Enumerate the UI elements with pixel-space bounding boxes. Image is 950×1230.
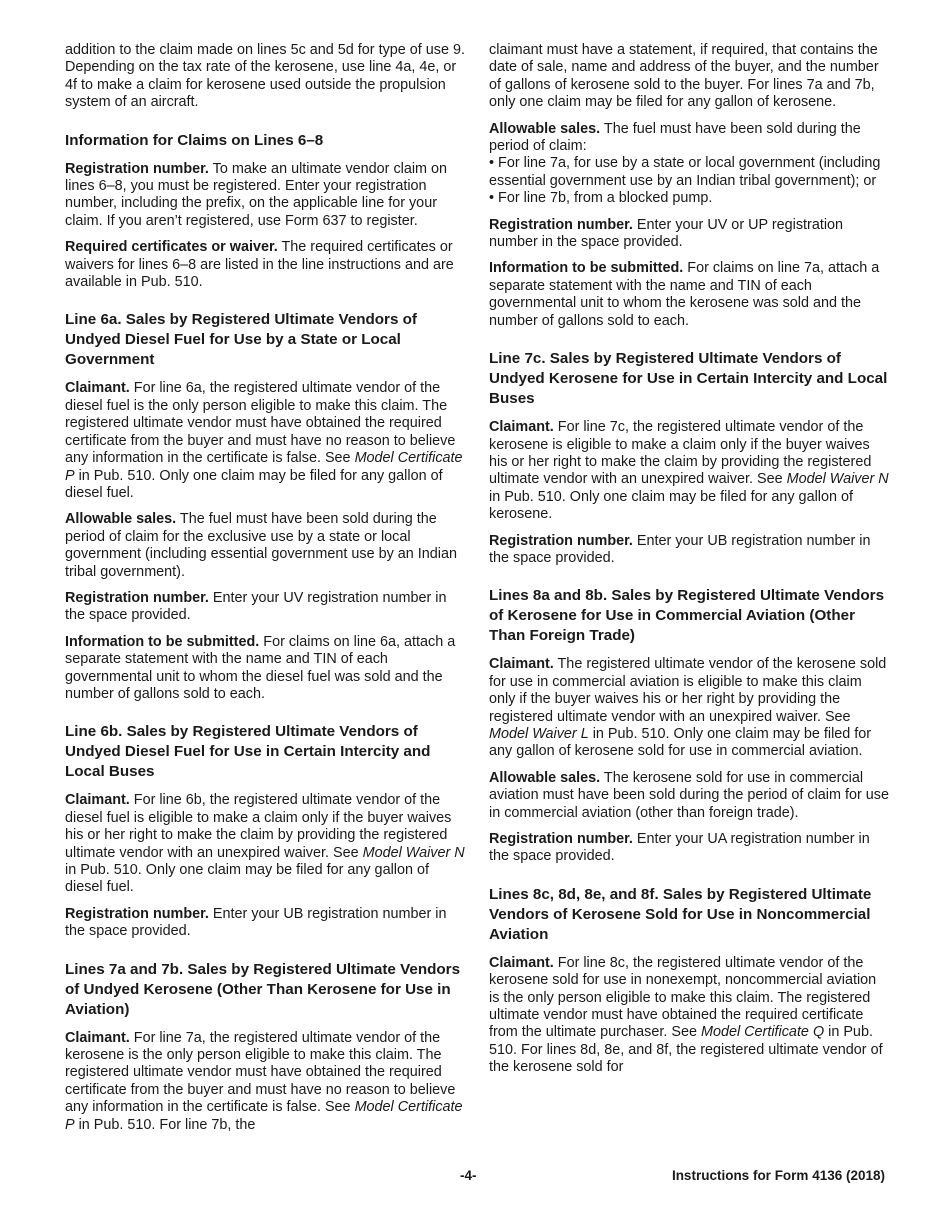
body-text: Enter your UV or UP registration number in the space provided.	[489, 216, 844, 251]
run-in-heading: Required certificates or waiver.	[65, 239, 278, 256]
body-text: The fuel must have been sold during the period of claim:	[489, 120, 861, 155]
publication-reference: Model Certificate Q	[700, 1024, 825, 1041]
run-in-heading: Claimant.	[65, 1029, 130, 1046]
paragraph	[489, 121, 889, 208]
run-in-heading: Allowable sales.	[65, 511, 177, 528]
section-heading: Lines 7a and 7b. Sales by Registered Ultimate Vendors of Undyed Kerosene (Other Than Kerosene for Use in Aviation)	[65, 960, 461, 1018]
body-text: The kerosene sold for use in commercial aviation must have been sold during the period of claim for use in commercial aviation (other than foreign trade).	[489, 769, 889, 821]
paragraph	[489, 831, 889, 866]
body-text: in Pub. 510. Only one claim may be filed for any gallon of diesel fuel.	[65, 467, 443, 501]
form-title: Instructions for Form 4136 (2018)	[671, 1168, 885, 1183]
run-in-heading: Claimant.	[65, 792, 130, 809]
paragraph	[489, 955, 889, 1077]
run-in-heading: Allowable sales.	[489, 120, 601, 137]
body-text: For claims on line 6a, attach a separate statement with the name and TIN of each governmental unit to whom the diesel fuel was sold and the number of gallons sold to each.	[65, 633, 456, 702]
body-text: in Pub. 510. Only one claim may be filed for any gallon of kerosene.	[489, 488, 853, 523]
body-text: For line 6b, the registered ultimate vendor of the diesel fuel is eligible to make a claim only if the buyer waives his or her right to make the claim by providing the registered ultimate vendor with an unexpired waiver. See	[65, 792, 452, 861]
paragraph	[489, 656, 889, 760]
body-text: The fuel must have been sold during the period of claim for the exclusive use by a state or local government (including essential government use by an Indian tribal government).	[65, 511, 457, 580]
publication-reference: Model Waiver N	[786, 471, 889, 488]
body-text: in Pub. 510. Only one claim may be filed for any gallon of diesel fuel.	[65, 862, 429, 896]
section-heading: Line 7c. Sales by Registered Ultimate Vendors of Undyed Kerosene for Use in Certain Intercity and Local Buses	[489, 350, 888, 408]
body-text: Enter your UB registration number in the space provided.	[65, 905, 447, 940]
body-text: For line 7c, the registered ultimate vendor of the kerosene is eligible to make a claim only if the buyer waives his or her right to make the claim by providing the registered ultimate vendor with an unexpired waiver. See	[489, 419, 872, 488]
paragraph	[489, 42, 889, 112]
body-text: in Pub. 510. Only one claim may be filed for any gallon of kerosene sold for use in commercial aviation.	[489, 725, 872, 760]
run-in-heading: Registration number.	[489, 831, 633, 847]
run-in-heading: Claimant.	[65, 380, 130, 397]
section-heading: Lines 8c, 8d, 8e, and 8f. Sales by Registered Ultimate Vendors of Kerosene Sold for Use in Noncommercial Aviation	[489, 885, 872, 943]
body-text: in Pub. 510. For line 7b, the	[74, 1116, 256, 1133]
section-heading: Line 6a. Sales by Registered Ultimate Vendors of Undyed Diesel Fuel for Use by a State or Local Government	[65, 311, 417, 369]
run-in-heading: Registration number.	[489, 216, 633, 233]
body-text: For claims on line 7a, attach a separate statement with the name and TIN of each governmental unit to whom the kerosene was sold and the number of gallons sold to each.	[489, 260, 880, 329]
publication-reference: Model Waiver L	[489, 725, 589, 742]
paragraph	[489, 419, 889, 523]
run-in-heading: Allowable sales.	[489, 769, 601, 786]
body-text: Enter your UV registration number in the space provided.	[65, 589, 447, 624]
paragraph	[65, 792, 465, 896]
run-in-heading: Registration number.	[65, 905, 209, 922]
run-in-heading: Claimant.	[489, 419, 554, 436]
right-column	[489, 42, 889, 1086]
paragraph	[489, 533, 889, 568]
publication-reference: Model Certificate P	[65, 1099, 463, 1133]
section-heading: Line 6b. Sales by Registered Ultimate Vendors of Undyed Diesel Fuel for Use in Certain Intercity and Local Buses	[65, 723, 431, 781]
run-in-heading: Registration number.	[489, 532, 633, 549]
body-text: For line 6a, the registered ultimate vendor of the diesel fuel is the only person eligible to make this claim. The registered ultimate vendor must have obtained the required certificate from the buyer and must have no reason to believe any information in the certificate is false. See	[65, 380, 456, 467]
paragraph	[489, 217, 889, 252]
run-in-heading: Registration number.	[65, 589, 209, 606]
body-text: The required certificates or waivers for lines 6–8 are listed in the line instructions and are available in Pub. 510.	[65, 239, 454, 291]
paragraph	[489, 770, 889, 822]
paragraph	[65, 906, 465, 941]
page-number: -4-	[460, 1168, 477, 1183]
body-text: Enter your UA registration number in the space provided.	[489, 831, 870, 865]
paragraph	[65, 1030, 465, 1134]
run-in-heading: Claimant.	[489, 656, 554, 673]
publication-reference: Model Waiver N	[362, 844, 465, 861]
run-in-heading: Claimant.	[489, 954, 554, 971]
publication-reference: Model Certificate P	[65, 450, 463, 484]
run-in-heading: Registration number.	[65, 160, 209, 177]
section-heading: Information for Claims on Lines 6–8	[65, 131, 324, 149]
paragraph	[65, 634, 465, 704]
left-column	[65, 42, 465, 1143]
run-in-heading: Information to be submitted.	[489, 260, 684, 277]
body-text: Enter your UB registration number in the space provided.	[489, 532, 871, 566]
paragraph	[65, 380, 465, 502]
bullet-item: • For line 7a, for use by a state or local government (including essential government use by an Indian tribal government); or	[489, 155, 881, 189]
page-footer	[0, 1168, 950, 1188]
body-text: For line 7a, the registered ultimate vendor of the kerosene is the only person eligible to make this claim. The registered ultimate vendor must have obtained the required certificate from the buyer and must have no reason to believe any information in the certificate is false. See	[65, 1029, 456, 1116]
bullet-item: • For line 7b, from a blocked pump.	[489, 190, 713, 207]
body-text: The registered ultimate vendor of the kerosene sold for use in commercial aviation is eligible to make this claim only if the buyer waives his or her right by providing the registered ultimate vendor with an unexpired waiver. See	[489, 656, 887, 725]
body-text: in Pub. 510. For lines 8d, 8e, and 8f, the registered ultimate vendor of the kerosene sold for	[489, 1024, 883, 1076]
body-text: claimant must have a statement, if required, that contains the date of sale, name and address of the buyer, and the number of gallons of kerosene sold to the buyer. For lines 7a and 7b, only one claim may be filed for any gallon of kerosene.	[489, 42, 879, 111]
paragraph	[65, 239, 465, 291]
body-text: To make an ultimate vendor claim on lines 6–8, you must be registered. Enter your registration number, including the prefix, on the applicable line for your claim. If you aren’t registered, use Form 637 to register.	[65, 160, 448, 229]
paragraph	[65, 590, 465, 625]
run-in-heading: Information to be submitted.	[65, 633, 260, 650]
paragraph	[65, 42, 465, 112]
section-heading: Lines 8a and 8b. Sales by Registered Ultimate Vendors of Kerosene for Use in Commercial Aviation (Other Than Foreign Trade)	[489, 587, 885, 645]
body-text: For line 8c, the registered ultimate vendor of the kerosene sold for use in nonexempt, noncommercial aviation is the only person eligible to make this claim. The registered ultimate vendor must have obtained the required certificate from the ultimate purchaser. See	[489, 954, 877, 1041]
paragraph	[65, 161, 465, 231]
paragraph	[489, 260, 889, 330]
body-text: addition to the claim made on lines 5c and 5d for type of use 9. Depending on the tax rate of the kerosene, use line 4a, 4e, or 4f to make a claim for kerosene used outside the propulsion system of an aircraft.	[65, 42, 465, 111]
paragraph	[65, 511, 465, 581]
